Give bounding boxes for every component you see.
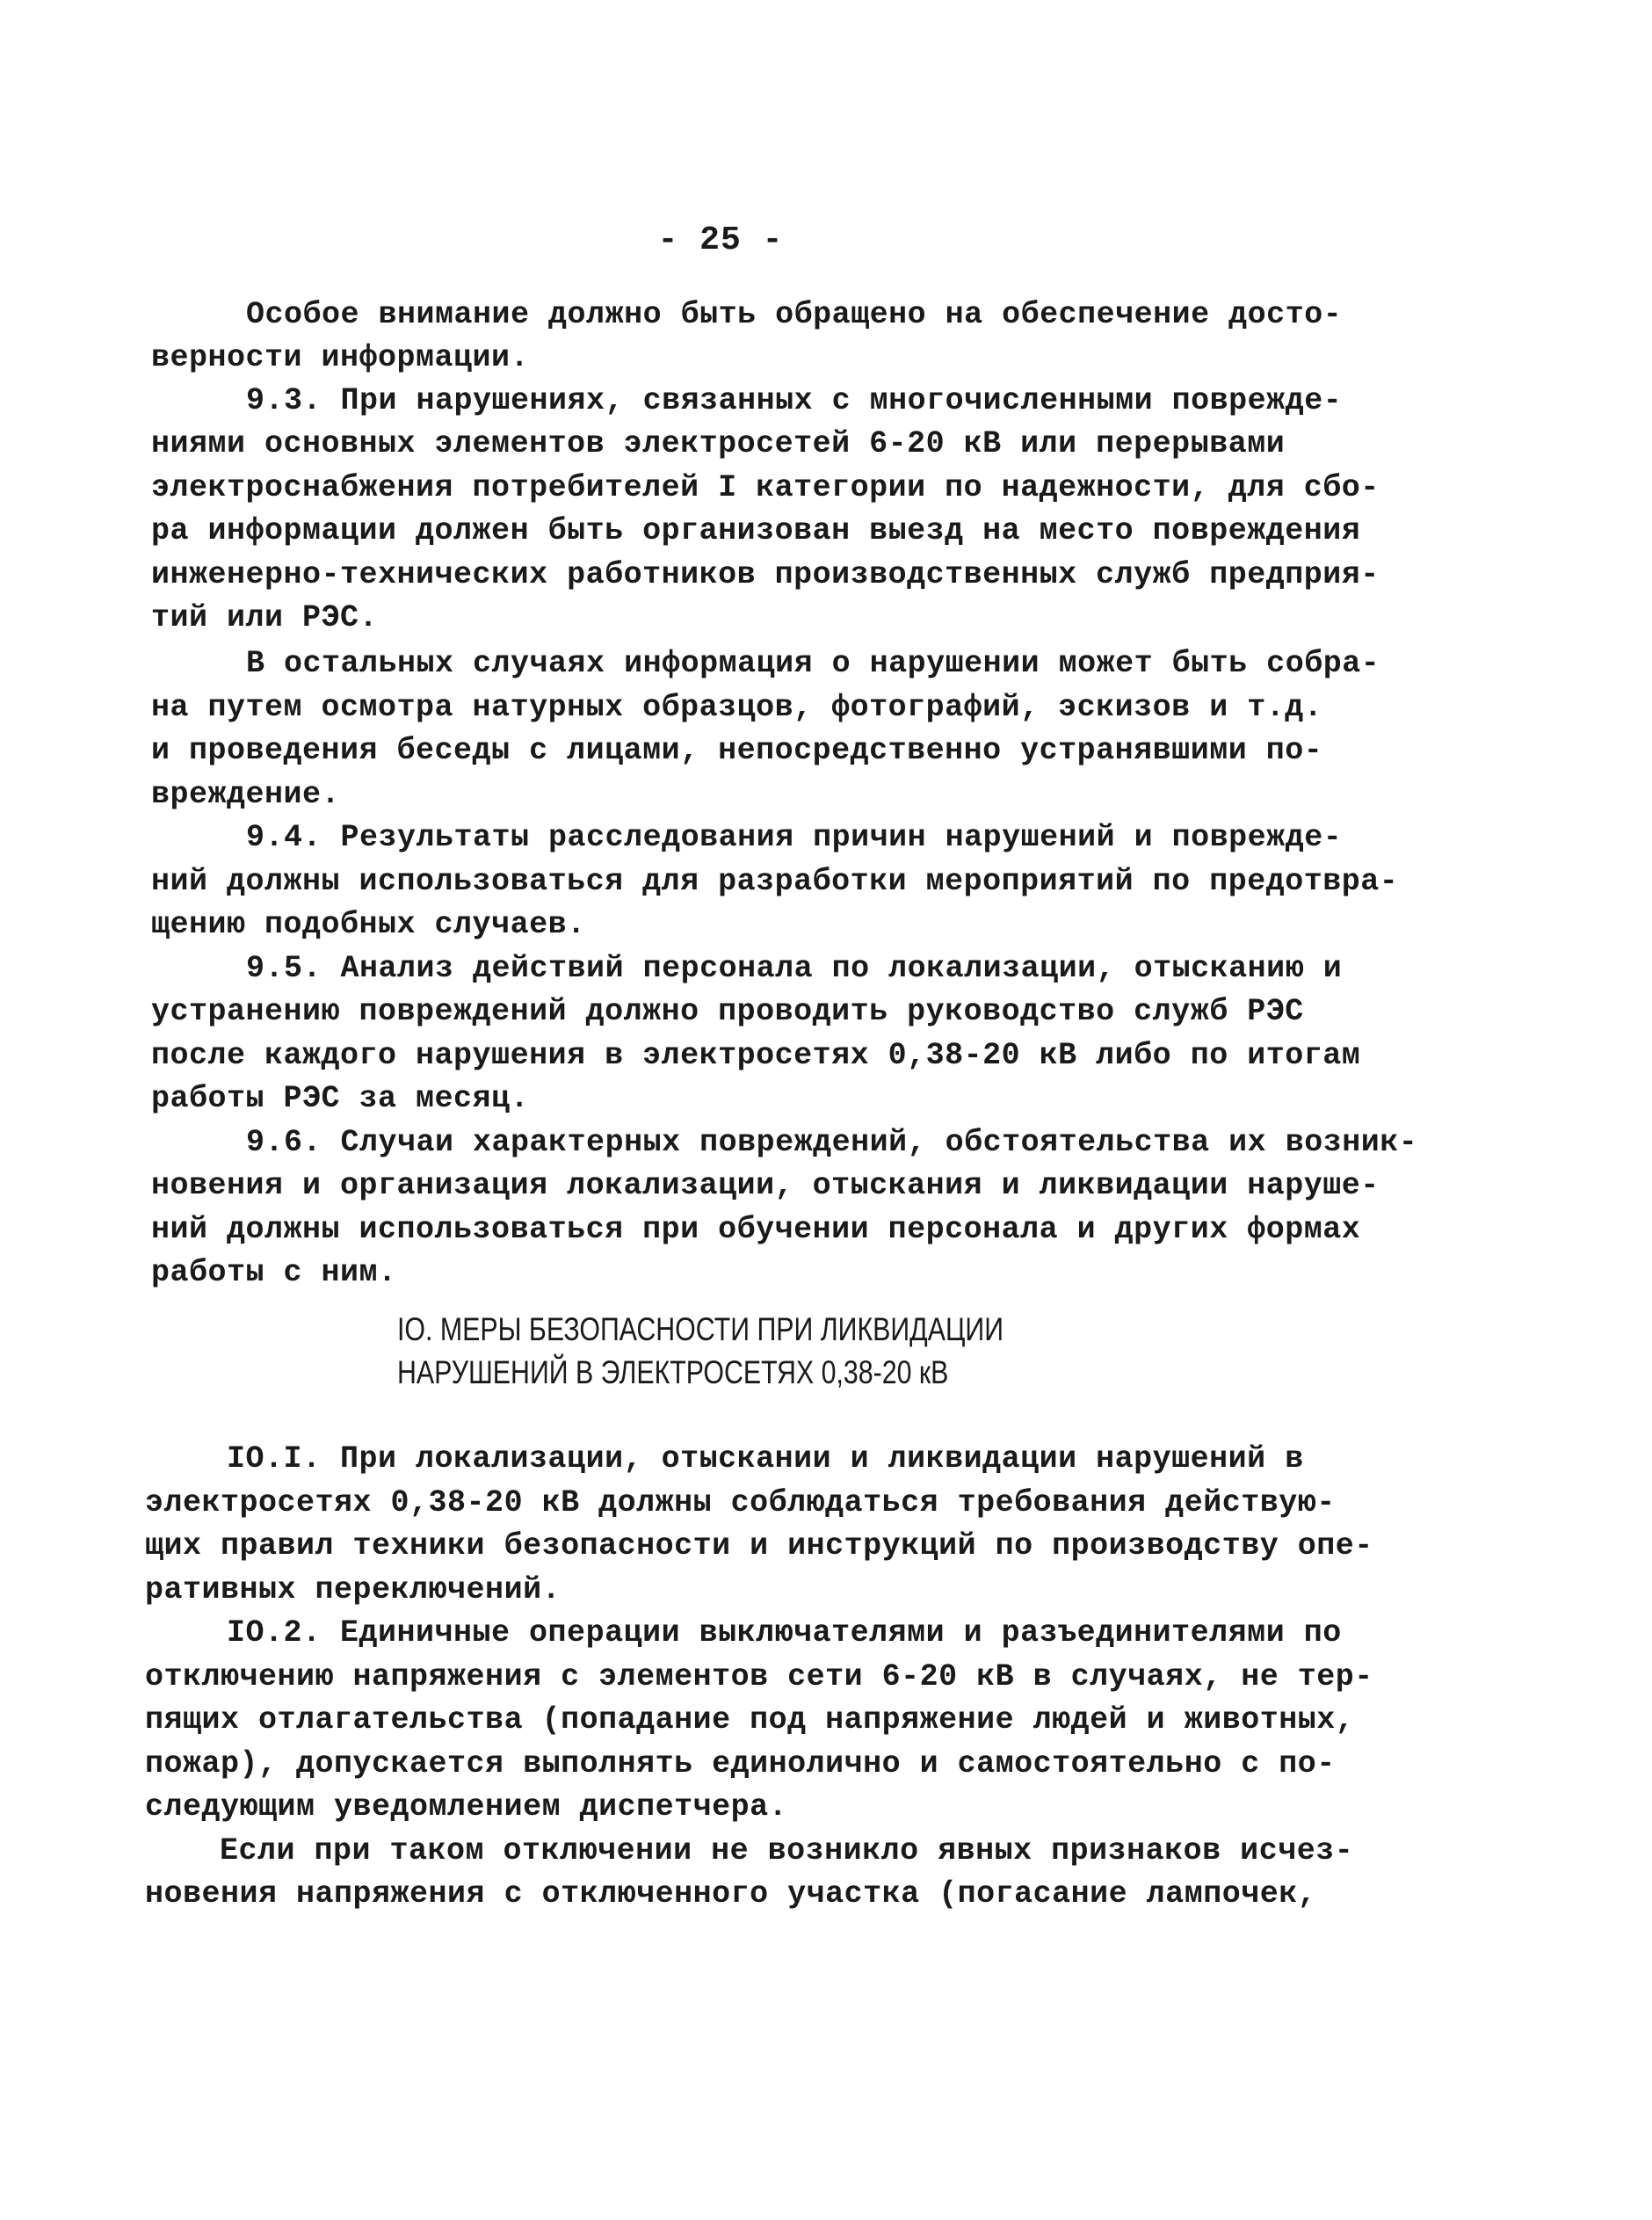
text-line: электросетях 0,38-20 кВ должны соблюдаться требования действую-: [145, 1485, 1336, 1520]
text-line: и проведения беседы с лицами, непосредственно устранявшими по-: [151, 733, 1323, 768]
text-line: IO.I. При локализации, отыскании и ликвидации нарушений в: [227, 1441, 1304, 1476]
text-line: 9.4. Результаты расследования причин нарушений и поврежде-: [246, 820, 1343, 855]
text-line: верности информации.: [151, 340, 530, 375]
text-line: ний должны использоваться при обучении персонала и других формах: [151, 1212, 1361, 1247]
text-line: ний должны использоваться для разработки мероприятий по предотвра-: [151, 864, 1399, 899]
text-line: ниями основных элементов электросетей 6-20 кВ или перерывами: [151, 426, 1286, 461]
text-line: работы РЭС за месяц.: [151, 1081, 530, 1116]
text-line: щих правил техники безопасности и инструкций по производству опе-: [145, 1528, 1373, 1563]
text-line: устранению повреждений должно проводить руководство служб РЭС: [151, 994, 1304, 1029]
text-line: ративных переключений.: [145, 1572, 562, 1607]
text-line: 9.3. При нарушениях, связанных с многочисленными поврежде-: [246, 383, 1343, 418]
text-line: новения и организация локализации, отыскания и ликвидации наруше-: [151, 1168, 1380, 1203]
text-line: на путем осмотра натурных образцов, фотографий, эскизов и т.д.: [151, 690, 1323, 725]
text-line: после каждого нарушения в электросетях 0,38-20 кВ либо по итогам: [151, 1038, 1361, 1073]
text-line: 9.5. Анализ действий персонала по локализации, отысканию и: [246, 951, 1343, 986]
text-line: щению подобных случаев.: [151, 907, 586, 942]
text-line: В остальных случаях информация о нарушении может быть собра-: [246, 646, 1380, 681]
text-line: электроснабжения потребителей I категории по надежности, для сбо-: [151, 470, 1380, 505]
text-line: 9.6. Случаи характерных повреждений, обстоятельства их возник-: [246, 1125, 1418, 1160]
text-line: пожар), допускается выполнять единолично и самостоятельно с по-: [145, 1746, 1336, 1781]
text-line: следующим уведомлением диспетчера.: [145, 1789, 788, 1825]
text-line: инженерно-технических работников производственных служб предприя-: [151, 557, 1380, 592]
text-line: Особое внимание должно быть обращено на обеспечение досто-: [246, 297, 1343, 332]
text-line: пящих отлагательства (попадание под напряжение людей и животных,: [145, 1702, 1355, 1738]
text-line: отключению напряжения с элементов сети 6-20 кВ в случаях, не тер-: [145, 1659, 1373, 1694]
text-line: IO.2. Единичные операции выключателями и разъединителями по: [227, 1615, 1342, 1650]
text-line: тий или РЭС.: [151, 600, 379, 635]
text-line: ра информации должен быть организован выезд на место повреждения: [151, 513, 1361, 548]
text-line: работы с ним.: [151, 1255, 397, 1290]
section-heading: IO. МЕРЫ БЕЗОПАСНОСТИ ПРИ ЛИКВИДАЦИИ: [397, 1311, 1004, 1347]
section-heading: НАРУШЕНИЙ В ЭЛЕКТРОСЕТЯХ 0,38-20 кВ: [397, 1354, 949, 1390]
text-line: Если при таком отключении не возникло явных признаков исчез-: [220, 1833, 1354, 1868]
text-line: вреждение.: [151, 777, 341, 812]
page-number: - 25 -: [657, 221, 784, 259]
text-line: новения напряжения с отключенного участка (погасание лампочек,: [145, 1876, 1317, 1912]
